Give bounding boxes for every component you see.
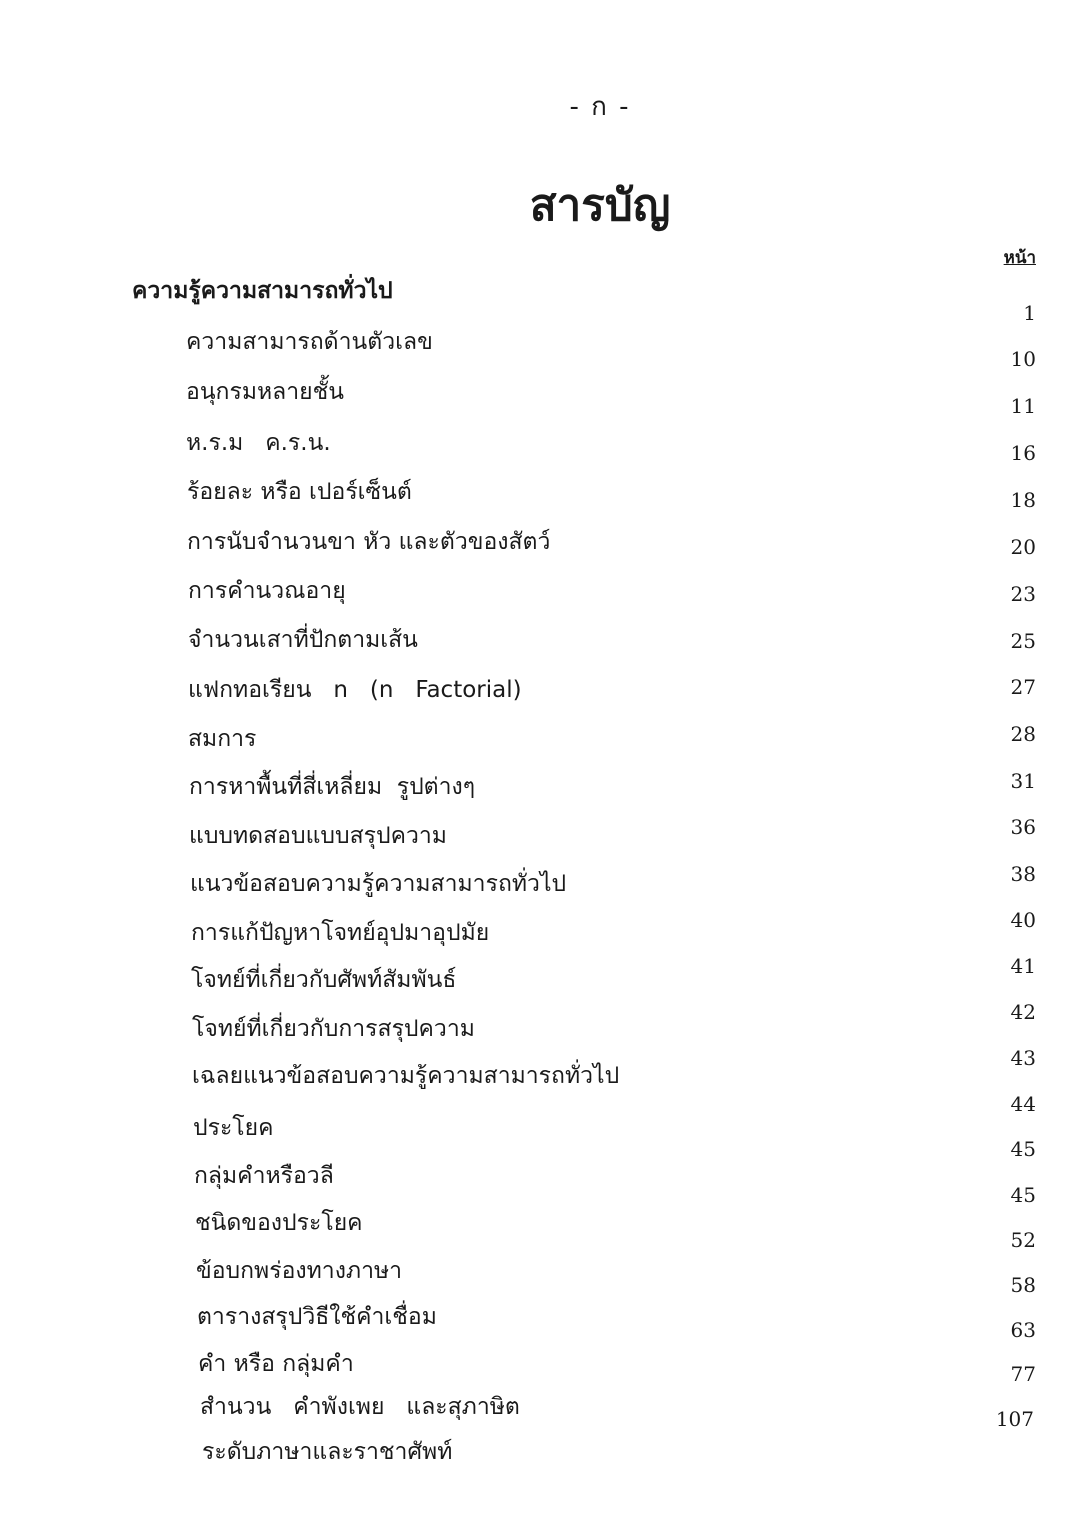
toc-entry: การแก้ปัญหาโจทย์อุปมาอุปมัย	[191, 920, 490, 946]
toc-entry: กลุ่มคำหรือวลี	[194, 1163, 334, 1189]
toc-page-number: 20	[1010, 535, 1036, 559]
toc-entry: การหาพื้นที่สี่เหลี่ยม รูปต่างๆ	[189, 774, 476, 800]
toc-entry: ความสามารถด้านตัวเลข	[186, 329, 433, 355]
toc-entry: แบบทดสอบแบบสรุปความ	[189, 823, 447, 849]
toc-page-number: 44	[1010, 1092, 1036, 1116]
toc-page-number: 27	[1010, 675, 1036, 699]
toc-entry: ห.ร.ม ค.ร.น.	[186, 430, 331, 456]
toc-page-number: 42	[1010, 1000, 1036, 1024]
toc-entry: ร้อยละ หรือ เปอร์เซ็นต์	[187, 479, 412, 505]
toc-page-number: 40	[1010, 908, 1036, 932]
toc-entry: สำนวน คำพังเพย และสุภาษิต	[200, 1394, 520, 1420]
toc-page-number: 31	[1010, 769, 1036, 793]
toc-entry: ข้อบกพร่องทางภาษา	[196, 1258, 403, 1284]
section-heading: ความรู้ความสามารถทั่วไป	[132, 278, 393, 304]
toc-entry: จำนวนเสาที่ปักตามเส้น	[188, 627, 418, 653]
page-column-header: หน้า	[1003, 248, 1036, 268]
toc-entry: อนุกรมหลายชั้น	[186, 379, 344, 405]
toc-entry: คำ หรือ กลุ่มคำ	[198, 1351, 354, 1377]
toc-page-number: 10	[1010, 347, 1036, 371]
toc-page-number: 43	[1010, 1046, 1036, 1070]
toc-entry: ชนิดของประโยค	[195, 1210, 363, 1236]
toc-page-number: 16	[1010, 441, 1036, 465]
toc-entry: การนับจำนวนขา หัว และตัวของสัตว์	[187, 529, 551, 555]
toc-entry: เฉลยแนวข้อสอบความรู้ความสามารถทั่วไป	[192, 1063, 620, 1089]
toc-page-number: 52	[1010, 1228, 1036, 1252]
toc-page-number: 107	[995, 1407, 1034, 1431]
toc-entry: การคำนวณอายุ	[188, 578, 346, 604]
toc-entry: ระดับภาษาและราชาศัพท์	[202, 1439, 453, 1465]
toc-entry: โจทย์ที่เกี่ยวกับการสรุปความ	[192, 1016, 475, 1042]
toc-page-number: 41	[1010, 954, 1036, 978]
toc-entry: สมการ	[188, 726, 257, 752]
toc-entry: ประโยค	[193, 1115, 274, 1141]
toc-page-number: 28	[1010, 722, 1036, 746]
toc-page-number: 36	[1010, 815, 1036, 839]
toc-page-number: 1	[1023, 301, 1036, 325]
toc-page-number: 63	[1010, 1318, 1036, 1342]
toc-entry: โจทย์ที่เกี่ยวกับศัพท์สัมพันธ์	[191, 967, 457, 993]
page-number: - ก -	[569, 92, 631, 122]
toc-page-number: 11	[1010, 394, 1036, 418]
toc-page-number: 45	[1010, 1137, 1036, 1161]
toc-page-number: 18	[1010, 488, 1036, 512]
toc-page-number: 45	[1010, 1183, 1036, 1207]
page-title: สารบัญ	[529, 180, 671, 231]
toc-entry: ตารางสรุปวิธีใช้คำเชื่อม	[197, 1304, 437, 1330]
toc-page-number: 77	[1010, 1362, 1036, 1386]
toc-page-number: 25	[1010, 629, 1036, 653]
toc-entry: แนวข้อสอบความรู้ความสามารถทั่วไป	[190, 871, 567, 897]
toc-page-number: 38	[1010, 862, 1036, 886]
toc-page-number: 23	[1010, 582, 1036, 606]
toc-entry: แฟกทอเรียน n (n Factorial)	[188, 677, 522, 703]
toc-page-number: 58	[1010, 1273, 1036, 1297]
